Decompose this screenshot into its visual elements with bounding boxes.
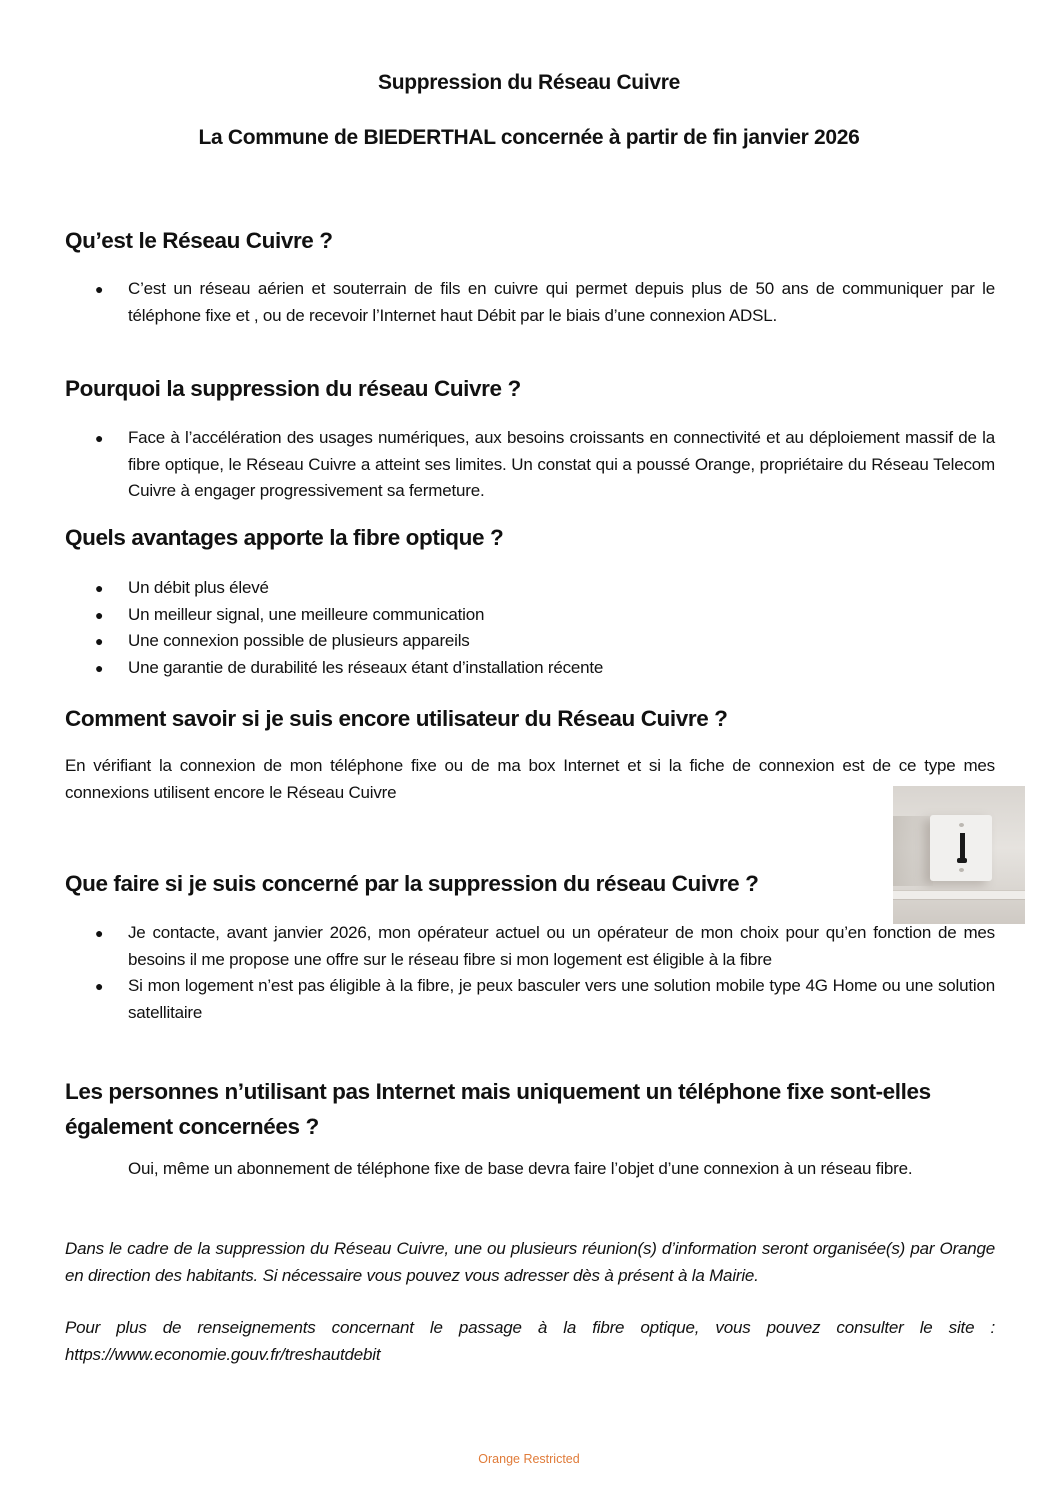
bullet-icon: ● — [95, 978, 104, 994]
list-item: ● Face à l’accélération des usages numériques, aux besoins croissants en connectivité et au déploiement massif de la fibre optique, le Réseau Cuivre a atteint ses limites. Un constat qui a poussé Orange, propriétaire du Réseau Telecom Cuivre à engager progressivement sa fermeture. — [93, 425, 995, 505]
phone-socket-icon — [930, 815, 992, 881]
more-info-text: Pour plus de renseignements concernant le passage à la fibre optique, vous pouvez consulter le site : — [65, 1318, 995, 1337]
section-list-fiber-advantages — [93, 575, 995, 681]
list-item: ● Je contacte, avant janvier 2026, mon opérateur actuel ou un opérateur de mon choix pour qu’en fonction de mes besoins il me propose une offre sur le réseau fibre si mon logement est éligible à la fibre — [93, 920, 995, 973]
list-item: ● Un meilleur signal, une meilleure communication — [93, 602, 995, 629]
section-heading-copper-network: Qu’est le Réseau Cuivre ? — [65, 228, 333, 253]
list-item: ● Une connexion possible de plusieurs appareils — [93, 628, 995, 655]
list-item: ● Un débit plus élevé — [93, 575, 995, 602]
section-heading-why-removal: Pourquoi la suppression du réseau Cuivre ? — [65, 376, 521, 401]
bullet-icon: ● — [95, 430, 104, 446]
classification-footer: Orange Restricted — [478, 1452, 580, 1466]
bullet-icon: ● — [95, 659, 104, 676]
list-item: ● C’est un réseau aérien et souterrain de fils en cuivre qui permet depuis plus de 50 ans de communiquer par le téléphone fixe et , ou de recevoir l’Internet haut Débit par le biais d’une connexion ADSL. — [93, 276, 995, 329]
closing-paragraph-meetings: Dans le cadre de la suppression du Réseau Cuivre, une ou plusieurs réunion(s) d’information seront organisée(s) par Orange en direction des habitants. Si nécessaire vous pouvez vous adresser dès à présent à la Mairie. — [65, 1239, 995, 1285]
bullet-icon: ● — [95, 606, 104, 623]
section-list-copper-network — [93, 276, 995, 329]
closing-paragraph-more-info — [65, 1315, 995, 1368]
section-heading-what-to-do: Que faire si je suis concerné par la suppression du réseau Cuivre ? — [65, 871, 759, 896]
section-paragraph-how-to-know: En vérifiant la connexion de mon téléphone fixe ou de ma box Internet et si la fiche de connexion est de ce type mes connexions utilisent encore le Réseau Cuivre — [65, 756, 995, 802]
info-website-link[interactable]: https://www.economie.gouv.fr/treshautdebit — [65, 1344, 381, 1364]
document-subtitle: La Commune de BIEDERTHAL concernée à partir de fin janvier 2026 — [198, 126, 860, 149]
bullet-icon: ● — [95, 580, 104, 596]
section-list-what-to-do — [93, 920, 995, 1026]
section-heading-landline-only: Les personnes n’utilisant pas Internet mais uniquement un téléphone fixe sont-elles également concernées ? — [65, 1079, 931, 1139]
section-paragraph-landline-only: Oui, même un abonnement de téléphone fixe de base devra faire l’objet d’une connexion à un réseau fibre. — [128, 1159, 913, 1178]
section-heading-fiber-advantages: Quels avantages apporte la fibre optique ? — [65, 525, 504, 550]
list-item: ● Une garantie de durabilité les réseaux étant d’installation récente — [93, 655, 995, 682]
section-heading-how-to-know: Comment savoir si je suis encore utilisateur du Réseau Cuivre ? — [65, 706, 728, 731]
bullet-icon: ● — [95, 281, 104, 297]
bullet-icon: ● — [95, 633, 104, 649]
bullet-icon: ● — [95, 925, 104, 941]
section-list-why-removal — [93, 425, 995, 505]
list-item: ● Si mon logement n’est pas éligible à la fibre, je peux basculer vers une solution mobile type 4G Home ou une solution satellitaire — [93, 973, 995, 1026]
document-title: Suppression du Réseau Cuivre — [377, 71, 681, 94]
copper-phone-socket-photo — [893, 786, 1025, 924]
